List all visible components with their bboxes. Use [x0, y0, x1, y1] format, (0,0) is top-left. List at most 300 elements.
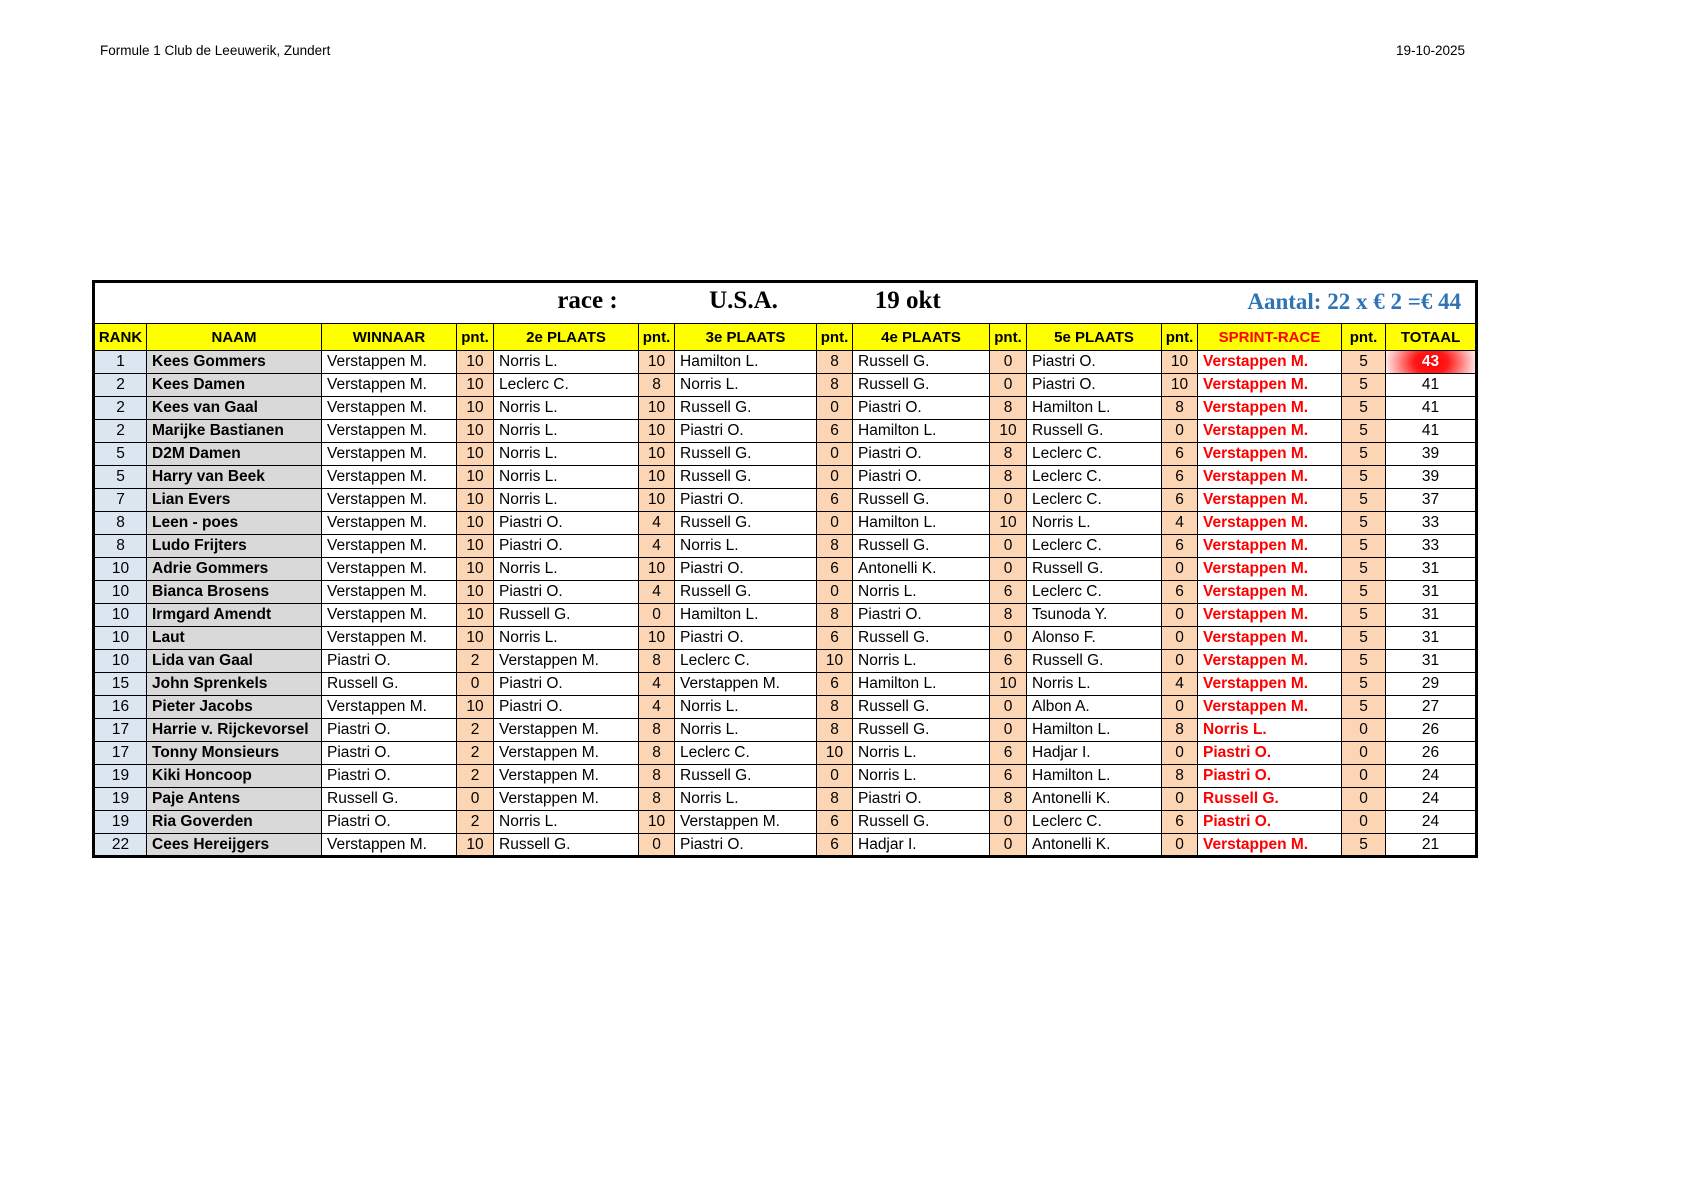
cell-totaal: 31 — [1386, 627, 1477, 650]
column-header-3e-plaats-6: 3e PLAATS — [675, 324, 817, 351]
table-row — [94, 466, 1477, 489]
cell-p2: Norris L. — [494, 420, 639, 443]
cell-rank: 8 — [94, 535, 147, 558]
cell-p5_pnt: 6 — [1162, 443, 1198, 466]
cell-p4: Russell G. — [853, 627, 990, 650]
cell-p5: Russell G. — [1027, 558, 1162, 581]
cell-winnaar_pnt: 2 — [457, 650, 494, 673]
cell-winnaar: Verstappen M. — [322, 834, 457, 857]
entry-fee-total: Aantal: 22 x € 2 =€ 44 — [1247, 289, 1462, 314]
cell-sprint: Verstappen M. — [1198, 466, 1342, 489]
cell-winnaar_pnt: 0 — [457, 788, 494, 811]
cell-p3_pnt: 10 — [817, 742, 853, 765]
cell-p5_pnt: 6 — [1162, 489, 1198, 512]
cell-p4_pnt: 6 — [990, 650, 1027, 673]
cell-rank: 7 — [94, 489, 147, 512]
cell-p2: Norris L. — [494, 466, 639, 489]
cell-p3_pnt: 0 — [817, 397, 853, 420]
column-header-totaal-14: TOTAAL — [1386, 324, 1477, 351]
cell-naam: Bianca Brosens — [147, 581, 322, 604]
cell-sprint: Verstappen M. — [1198, 627, 1342, 650]
cell-p5_pnt: 6 — [1162, 466, 1198, 489]
cell-p5_pnt: 4 — [1162, 673, 1198, 696]
cell-p3: Piastri O. — [675, 834, 817, 857]
cell-p4_pnt: 0 — [990, 374, 1027, 397]
cell-p2: Norris L. — [494, 443, 639, 466]
cell-rank: 10 — [94, 558, 147, 581]
cell-rank: 8 — [94, 512, 147, 535]
cell-winnaar: Verstappen M. — [322, 604, 457, 627]
cell-p3: Hamilton L. — [675, 604, 817, 627]
cell-winnaar: Russell G. — [322, 673, 457, 696]
cell-p2: Norris L. — [494, 489, 639, 512]
cell-p3: Russell G. — [675, 765, 817, 788]
cell-totaal: 24 — [1386, 811, 1477, 834]
cell-winnaar_pnt: 10 — [457, 374, 494, 397]
cell-winnaar: Verstappen M. — [322, 558, 457, 581]
cell-p3_pnt: 6 — [817, 673, 853, 696]
cell-sprint: Verstappen M. — [1198, 673, 1342, 696]
cell-winnaar_pnt: 2 — [457, 811, 494, 834]
cell-winnaar_pnt: 10 — [457, 397, 494, 420]
table-row — [94, 834, 1477, 857]
cell-p3: Hamilton L. — [675, 351, 817, 374]
cell-p5: Russell G. — [1027, 650, 1162, 673]
table-row — [94, 397, 1477, 420]
cell-p3: Piastri O. — [675, 489, 817, 512]
cell-sprint_pnt: 0 — [1342, 719, 1386, 742]
cell-p5: Alonso F. — [1027, 627, 1162, 650]
cell-winnaar_pnt: 2 — [457, 719, 494, 742]
cell-sprint_pnt: 5 — [1342, 696, 1386, 719]
cell-p5_pnt: 0 — [1162, 604, 1198, 627]
cell-p4_pnt: 0 — [990, 489, 1027, 512]
table-row — [94, 581, 1477, 604]
cell-p2_pnt: 10 — [639, 489, 675, 512]
cell-p4_pnt: 10 — [990, 673, 1027, 696]
cell-totaal: 31 — [1386, 558, 1477, 581]
cell-p4: Antonelli K. — [853, 558, 990, 581]
cell-winnaar_pnt: 10 — [457, 489, 494, 512]
cell-p4: Norris L. — [853, 765, 990, 788]
cell-p3_pnt: 6 — [817, 811, 853, 834]
cell-naam: John Sprenkels — [147, 673, 322, 696]
column-header-pnt--3: pnt. — [457, 324, 494, 351]
column-header-winnaar-2: WINNAAR — [322, 324, 457, 351]
cell-p4: Norris L. — [853, 742, 990, 765]
cell-p5: Leclerc C. — [1027, 466, 1162, 489]
cell-naam: Marijke Bastianen — [147, 420, 322, 443]
cell-p5: Leclerc C. — [1027, 535, 1162, 558]
cell-p5: Russell G. — [1027, 420, 1162, 443]
cell-naam: D2M Damen — [147, 443, 322, 466]
race-date: 19 okt — [874, 287, 941, 314]
cell-p4: Piastri O. — [853, 604, 990, 627]
cell-totaal: 27 — [1386, 696, 1477, 719]
cell-rank: 15 — [94, 673, 147, 696]
cell-p3: Leclerc C. — [675, 650, 817, 673]
column-header-pnt--5: pnt. — [639, 324, 675, 351]
cell-p5_pnt: 8 — [1162, 765, 1198, 788]
cell-p2_pnt: 0 — [639, 604, 675, 627]
cell-p4: Norris L. — [853, 650, 990, 673]
cell-p4_pnt: 8 — [990, 443, 1027, 466]
cell-sprint_pnt: 5 — [1342, 558, 1386, 581]
cell-totaal: 41 — [1386, 420, 1477, 443]
cell-naam: Kees van Gaal — [147, 397, 322, 420]
cell-p2: Verstappen M. — [494, 765, 639, 788]
cell-p5_pnt: 0 — [1162, 788, 1198, 811]
cell-totaal: 37 — [1386, 489, 1477, 512]
cell-p5: Leclerc C. — [1027, 581, 1162, 604]
cell-p5: Antonelli K. — [1027, 834, 1162, 857]
cell-totaal: 39 — [1386, 466, 1477, 489]
cell-sprint_pnt: 5 — [1342, 374, 1386, 397]
cell-winnaar_pnt: 10 — [457, 420, 494, 443]
cell-p3: Norris L. — [675, 535, 817, 558]
document-header-club-name: Formule 1 Club de Leeuwerik, Zundert — [100, 43, 331, 58]
cell-p2: Norris L. — [494, 627, 639, 650]
table-row — [94, 765, 1477, 788]
column-header-sprint-race-12: SPRINT-RACE — [1198, 324, 1342, 351]
cell-sprint: Verstappen M. — [1198, 397, 1342, 420]
cell-naam: Harry van Beek — [147, 466, 322, 489]
cell-sprint_pnt: 5 — [1342, 581, 1386, 604]
cell-winnaar: Verstappen M. — [322, 627, 457, 650]
cell-totaal: 39 — [1386, 443, 1477, 466]
table-row — [94, 351, 1477, 374]
cell-p2_pnt: 4 — [639, 512, 675, 535]
table-row — [94, 742, 1477, 765]
table-row — [94, 374, 1477, 397]
cell-sprint: Verstappen M. — [1198, 834, 1342, 857]
cell-totaal: 31 — [1386, 604, 1477, 627]
cell-p2_pnt: 8 — [639, 742, 675, 765]
cell-winnaar: Verstappen M. — [322, 397, 457, 420]
cell-p2: Verstappen M. — [494, 742, 639, 765]
cell-totaal: 24 — [1386, 788, 1477, 811]
cell-naam: Laut — [147, 627, 322, 650]
cell-p4_pnt: 8 — [990, 466, 1027, 489]
cell-p4: Piastri O. — [853, 443, 990, 466]
cell-rank: 2 — [94, 420, 147, 443]
cell-p4: Russell G. — [853, 696, 990, 719]
cell-p4_pnt: 0 — [990, 719, 1027, 742]
cell-p2: Russell G. — [494, 834, 639, 857]
race-label: race : — [557, 287, 618, 314]
cell-sprint_pnt: 5 — [1342, 351, 1386, 374]
cell-p4_pnt: 0 — [990, 811, 1027, 834]
cell-rank: 10 — [94, 604, 147, 627]
cell-sprint_pnt: 0 — [1342, 765, 1386, 788]
cell-p4: Russell G. — [853, 811, 990, 834]
column-header-pnt--7: pnt. — [817, 324, 853, 351]
cell-p2_pnt: 4 — [639, 673, 675, 696]
cell-p3_pnt: 8 — [817, 696, 853, 719]
cell-sprint_pnt: 5 — [1342, 420, 1386, 443]
cell-p5: Piastri O. — [1027, 351, 1162, 374]
cell-sprint: Verstappen M. — [1198, 443, 1342, 466]
cell-p4: Russell G. — [853, 351, 990, 374]
cell-p4_pnt: 0 — [990, 696, 1027, 719]
cell-p5: Hamilton L. — [1027, 719, 1162, 742]
cell-rank: 5 — [94, 466, 147, 489]
cell-p4: Russell G. — [853, 719, 990, 742]
cell-p5_pnt: 0 — [1162, 696, 1198, 719]
cell-p2_pnt: 10 — [639, 627, 675, 650]
cell-p3: Norris L. — [675, 719, 817, 742]
cell-p4_pnt: 10 — [990, 420, 1027, 443]
cell-winnaar_pnt: 2 — [457, 742, 494, 765]
cell-winnaar_pnt: 2 — [457, 765, 494, 788]
cell-p2: Verstappen M. — [494, 650, 639, 673]
cell-p4: Hamilton L. — [853, 512, 990, 535]
cell-p3: Russell G. — [675, 443, 817, 466]
cell-p3_pnt: 6 — [817, 558, 853, 581]
cell-naam: Kees Gommers — [147, 351, 322, 374]
cell-p4_pnt: 8 — [990, 788, 1027, 811]
cell-sprint: Verstappen M. — [1198, 650, 1342, 673]
cell-sprint_pnt: 5 — [1342, 650, 1386, 673]
cell-naam: Kees Damen — [147, 374, 322, 397]
cell-p5_pnt: 6 — [1162, 811, 1198, 834]
cell-totaal: 24 — [1386, 765, 1477, 788]
cell-p2_pnt: 10 — [639, 397, 675, 420]
race-name: U.S.A. — [709, 287, 778, 314]
table-row — [94, 489, 1477, 512]
cell-totaal: 26 — [1386, 742, 1477, 765]
cell-p3_pnt: 6 — [817, 420, 853, 443]
cell-winnaar_pnt: 10 — [457, 834, 494, 857]
cell-p3: Piastri O. — [675, 627, 817, 650]
cell-p3_pnt: 0 — [817, 443, 853, 466]
cell-p4: Russell G. — [853, 489, 990, 512]
table-row — [94, 811, 1477, 834]
cell-p4_pnt: 8 — [990, 397, 1027, 420]
cell-winnaar: Piastri O. — [322, 650, 457, 673]
cell-winnaar_pnt: 10 — [457, 351, 494, 374]
cell-winnaar: Piastri O. — [322, 765, 457, 788]
cell-p3_pnt: 8 — [817, 374, 853, 397]
cell-p5_pnt: 0 — [1162, 627, 1198, 650]
cell-p2_pnt: 8 — [639, 719, 675, 742]
cell-sprint: Verstappen M. — [1198, 374, 1342, 397]
cell-p4_pnt: 6 — [990, 742, 1027, 765]
table-header-row — [94, 324, 1477, 351]
cell-winnaar: Russell G. — [322, 788, 457, 811]
cell-p3: Russell G. — [675, 581, 817, 604]
cell-winnaar: Piastri O. — [322, 719, 457, 742]
cell-naam: Tonny Monsieurs — [147, 742, 322, 765]
cell-p2: Norris L. — [494, 811, 639, 834]
cell-sprint: Piastri O. — [1198, 811, 1342, 834]
table-row — [94, 558, 1477, 581]
cell-rank: 10 — [94, 650, 147, 673]
table-row — [94, 604, 1477, 627]
table-row — [94, 420, 1477, 443]
cell-sprint: Verstappen M. — [1198, 696, 1342, 719]
cell-p4: Hamilton L. — [853, 420, 990, 443]
table-row — [94, 719, 1477, 742]
cell-p3: Russell G. — [675, 466, 817, 489]
cell-winnaar: Verstappen M. — [322, 535, 457, 558]
cell-p3: Piastri O. — [675, 558, 817, 581]
cell-p3_pnt: 6 — [817, 834, 853, 857]
cell-p5: Tsunoda Y. — [1027, 604, 1162, 627]
cell-totaal: 33 — [1386, 512, 1477, 535]
cell-sprint_pnt: 5 — [1342, 627, 1386, 650]
cell-p2_pnt: 8 — [639, 765, 675, 788]
cell-p5_pnt: 10 — [1162, 374, 1198, 397]
cell-winnaar_pnt: 10 — [457, 466, 494, 489]
column-header-4e-plaats-8: 4e PLAATS — [853, 324, 990, 351]
cell-p5_pnt: 8 — [1162, 397, 1198, 420]
cell-p4_pnt: 6 — [990, 765, 1027, 788]
cell-p3: Norris L. — [675, 788, 817, 811]
cell-naam: Irmgard Amendt — [147, 604, 322, 627]
cell-sprint: Verstappen M. — [1198, 604, 1342, 627]
cell-sprint_pnt: 5 — [1342, 512, 1386, 535]
table-row — [94, 535, 1477, 558]
cell-p5: Leclerc C. — [1027, 811, 1162, 834]
cell-naam: Paje Antens — [147, 788, 322, 811]
cell-p4: Hamilton L. — [853, 673, 990, 696]
cell-p2: Norris L. — [494, 351, 639, 374]
cell-totaal: 43 — [1386, 351, 1477, 374]
cell-sprint_pnt: 5 — [1342, 397, 1386, 420]
cell-p2_pnt: 10 — [639, 443, 675, 466]
cell-totaal: 29 — [1386, 673, 1477, 696]
table-row — [94, 788, 1477, 811]
cell-rank: 2 — [94, 374, 147, 397]
cell-winnaar_pnt: 10 — [457, 512, 494, 535]
cell-p2_pnt: 10 — [639, 420, 675, 443]
cell-p5: Norris L. — [1027, 673, 1162, 696]
cell-sprint: Piastri O. — [1198, 742, 1342, 765]
cell-naam: Lida van Gaal — [147, 650, 322, 673]
cell-winnaar: Verstappen M. — [322, 443, 457, 466]
cell-sprint_pnt: 5 — [1342, 466, 1386, 489]
cell-totaal: 41 — [1386, 397, 1477, 420]
cell-p2: Piastri O. — [494, 535, 639, 558]
cell-p3: Russell G. — [675, 512, 817, 535]
column-header-5e-plaats-10: 5e PLAATS — [1027, 324, 1162, 351]
cell-winnaar: Verstappen M. — [322, 420, 457, 443]
cell-p2_pnt: 10 — [639, 466, 675, 489]
cell-rank: 10 — [94, 581, 147, 604]
column-header-rank-0: RANK — [94, 324, 147, 351]
column-header-2e-plaats-4: 2e PLAATS — [494, 324, 639, 351]
cell-winnaar: Verstappen M. — [322, 374, 457, 397]
cell-p2_pnt: 4 — [639, 581, 675, 604]
cell-p4: Russell G. — [853, 535, 990, 558]
cell-winnaar: Verstappen M. — [322, 512, 457, 535]
cell-rank: 2 — [94, 397, 147, 420]
cell-p2_pnt: 8 — [639, 650, 675, 673]
cell-rank: 1 — [94, 351, 147, 374]
cell-p5_pnt: 6 — [1162, 535, 1198, 558]
cell-p3: Verstappen M. — [675, 673, 817, 696]
cell-p3_pnt: 0 — [817, 512, 853, 535]
cell-totaal: 31 — [1386, 581, 1477, 604]
cell-p3_pnt: 0 — [817, 581, 853, 604]
cell-rank: 17 — [94, 719, 147, 742]
column-header-pnt--11: pnt. — [1162, 324, 1198, 351]
cell-p2_pnt: 4 — [639, 535, 675, 558]
cell-p5: Antonelli K. — [1027, 788, 1162, 811]
cell-winnaar_pnt: 10 — [457, 581, 494, 604]
column-header-pnt--9: pnt. — [990, 324, 1027, 351]
cell-naam: Adrie Gommers — [147, 558, 322, 581]
cell-p4_pnt: 0 — [990, 834, 1027, 857]
cell-p2: Piastri O. — [494, 696, 639, 719]
cell-p5: Piastri O. — [1027, 374, 1162, 397]
cell-p2_pnt: 10 — [639, 811, 675, 834]
cell-p2: Piastri O. — [494, 673, 639, 696]
cell-p5_pnt: 0 — [1162, 420, 1198, 443]
table-row — [94, 512, 1477, 535]
cell-naam: Leen - poes — [147, 512, 322, 535]
table-row — [94, 650, 1477, 673]
cell-p2: Piastri O. — [494, 581, 639, 604]
cell-p5: Hamilton L. — [1027, 397, 1162, 420]
cell-p5_pnt: 0 — [1162, 742, 1198, 765]
cell-winnaar: Verstappen M. — [322, 351, 457, 374]
cell-winnaar: Piastri O. — [322, 742, 457, 765]
cell-p4_pnt: 6 — [990, 581, 1027, 604]
document-header-date: 19-10-2025 — [1395, 43, 1465, 58]
cell-p5: Albon A. — [1027, 696, 1162, 719]
cell-p4: Piastri O. — [853, 466, 990, 489]
cell-p4_pnt: 10 — [990, 512, 1027, 535]
cell-p3: Russell G. — [675, 397, 817, 420]
cell-p2: Verstappen M. — [494, 788, 639, 811]
cell-p2_pnt: 8 — [639, 788, 675, 811]
cell-rank: 5 — [94, 443, 147, 466]
cell-totaal: 21 — [1386, 834, 1477, 857]
cell-winnaar: Verstappen M. — [322, 489, 457, 512]
table-title-row — [94, 282, 1477, 324]
cell-winnaar_pnt: 10 — [457, 443, 494, 466]
cell-totaal: 26 — [1386, 719, 1477, 742]
title-cell — [94, 282, 1477, 324]
cell-sprint: Verstappen M. — [1198, 420, 1342, 443]
cell-p5: Norris L. — [1027, 512, 1162, 535]
cell-p3: Leclerc C. — [675, 742, 817, 765]
cell-p2: Russell G. — [494, 604, 639, 627]
cell-naam: Ludo Frijters — [147, 535, 322, 558]
cell-p5: Hadjar I. — [1027, 742, 1162, 765]
cell-p3_pnt: 8 — [817, 351, 853, 374]
table-row — [94, 443, 1477, 466]
cell-p4: Piastri O. — [853, 397, 990, 420]
cell-p4_pnt: 0 — [990, 351, 1027, 374]
results-table — [92, 280, 1478, 858]
cell-rank: 22 — [94, 834, 147, 857]
cell-naam: Pieter Jacobs — [147, 696, 322, 719]
cell-sprint_pnt: 5 — [1342, 673, 1386, 696]
cell-sprint: Verstappen M. — [1198, 351, 1342, 374]
cell-p4_pnt: 0 — [990, 558, 1027, 581]
column-header-naam-1: NAAM — [147, 324, 322, 351]
cell-rank: 19 — [94, 788, 147, 811]
cell-p3: Norris L. — [675, 374, 817, 397]
cell-p3: Verstappen M. — [675, 811, 817, 834]
cell-p4: Piastri O. — [853, 788, 990, 811]
cell-p4_pnt: 0 — [990, 627, 1027, 650]
cell-winnaar_pnt: 10 — [457, 696, 494, 719]
cell-totaal: 31 — [1386, 650, 1477, 673]
